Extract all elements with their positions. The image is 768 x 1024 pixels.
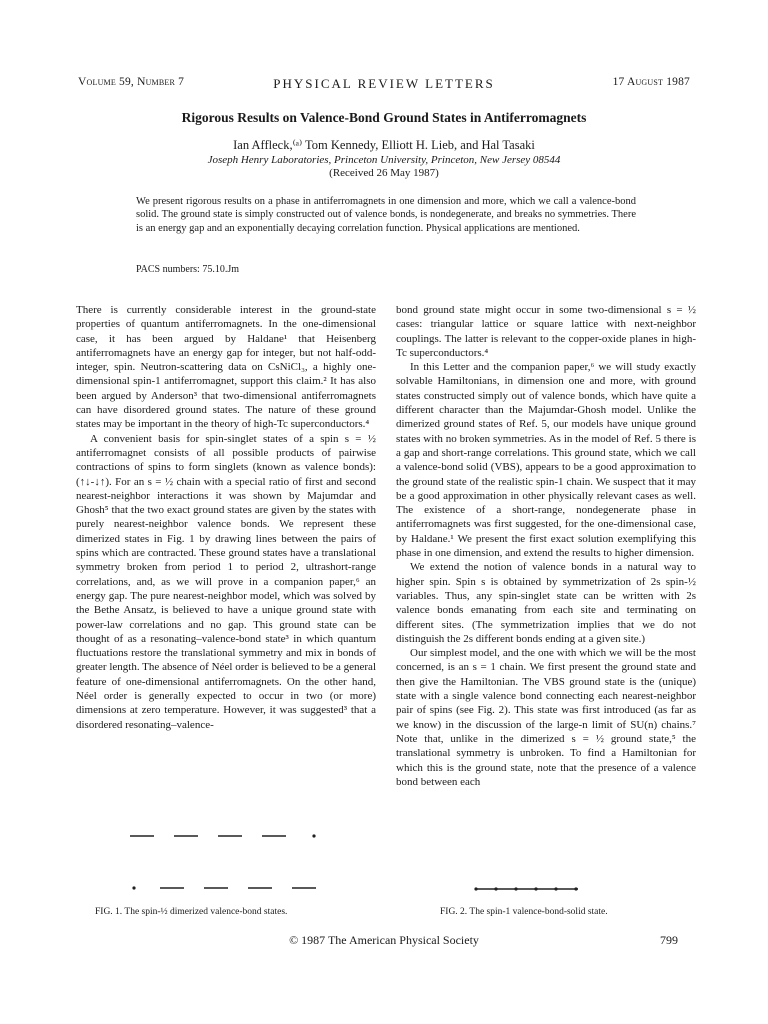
paragraph: There is currently considerable interest in the ground-state properties of quantum antiferromagnets. In the one-dimensional case, it has been argued by Haldane¹ that Heisenberg antiferromagnets have an energy gap for integer, but not half-odd-integer, spin. Neutron-scattering data on CsNiCl₃, a highly one-dimensional spin-1 antiferromagnet, support this claim.² It has also been argued by Anderson³ that two-dimensional antiferromagnets can have disordered ground states. The nature of these ground states may be important in the theory of high-Tc superconductors.⁴: [76, 304, 376, 431]
unpaired-site: [132, 886, 135, 889]
paragraph: In this Letter and the companion paper,⁶ we will study exactly solvable Hamiltonians, in dimension one and more, with ground states constructed simply out of valence bonds, which have quite a different character than the Majumdar-Ghosh model. Unlike the dimerized ground states of Ref. 5, our models have unique ground states with no broken symmetries. As in the model of Ref. 5 there is a gap and short-range correlations. This ground state, which we call a valence-bond solid (VBS), appears to be a good approximation to the ground state of the realistic spin-1 chain. We suspect that it may be a good approximation in other physically relevant cases as well. The existence of a short-range, nondegenerate phase in antiferromagnets was first suggested, for the one-dimensional case, by Haldane.¹ We present the first exact solution exemplifying this phase in one dimension, and extend the results to higher dimension.: [396, 361, 696, 560]
figure-2-vbs-chain: [472, 880, 582, 900]
author-list: Ian Affleck,⁽ᵃ⁾ Tom Kennedy, Elliott H. Lieb, and Hal Tasaki: [233, 138, 535, 152]
figure-2-caption: FIG. 2. The spin-1 valence-bond-solid state.: [440, 907, 608, 917]
unpaired-site: [312, 834, 315, 837]
site: [574, 887, 577, 890]
received-date: (Received 26 May 1987): [329, 167, 439, 179]
left-column: [76, 303, 376, 732]
site: [534, 887, 537, 890]
paragraph: We extend the notion of valence bonds in a natural way to higher spin. Spin s is obtained by symmetrization of 2s spin-½ variables. Thus, any spin-singlet state can be written with 2s valence bonds emanating from each site and terminating on different sites. (The symmetrization implies that we do not distinguish the 2s different bonds ending at a given site.): [396, 561, 696, 645]
figure-1-dimerized-states: [110, 822, 340, 902]
copyright-notice: © 1987 The American Physical Society: [289, 933, 479, 947]
journal-name: PHYSICAL REVIEW LETTERS: [273, 76, 495, 91]
pacs-numbers: PACS numbers: 75.10.Jm: [136, 264, 239, 275]
volume-number: Volume 59, Number 7: [78, 76, 185, 88]
article-title: Rigorous Results on Valence-Bond Ground States in Antiferromagnets: [181, 110, 587, 125]
paragraph: Our simplest model, and the one with which we will be the most concerned, is an s = 1 chain. We first present the ground state and then give the Hamiltonian. The VBS ground state is the (unique) state with a single valence bond connecting each nearest-neighbor pair of spins (see Fig. 2). This state was first introduced (as far as we know) in the discussion of the large-n limit of SU(n) chains.⁷ Note that, unlike in the dimerized s = ½ ground state,⁵ the translational symmetry is unbroken. To find a Hamiltonian for which this is the ground state, note that the presence of a valence bond between each: [396, 647, 696, 788]
right-column: [396, 303, 696, 789]
site: [554, 887, 557, 890]
issue-date: 17 August 1987: [612, 76, 690, 88]
figure-1-caption: FIG. 1. The spin-½ dimerized valence-bond states.: [95, 907, 288, 917]
page-number: 799: [660, 933, 678, 947]
site: [494, 887, 497, 890]
site: [514, 887, 517, 890]
dimer-row-bottom: [132, 886, 316, 889]
paragraph: A convenient basis for spin-singlet states of a spin s = ½ antiferromagnet consists of all possible products of pairwise contractions of spins to form singlets (known as valence bonds): (↑↓-↓↑). For an s = ½ chain with a special ratio of first and second nearest-neighbor interactions it was shown by Majumdar and Ghosh⁵ that the two exact ground states are given by the states with purely nearest-neighbor valence bonds. We represent these dimerized states in Fig. 1 by drawing lines between the pairs of spins which are contracted. These ground states have a translational symmetry broken from period 1 to period 2, ultrashort-range correlations, and, as we will prove in a companion paper,⁶ an energy gap. The pure nearest-neighbor model, which was solved by the Bethe Ansatz, is believed to have a unique ground state with power-law correlations and no gap. This ground state can be thought of as a resonating–valence-bond state³ in which quantum fluctuations restore the translational symmetry and mix in bonds of greater length. The absence of Néel order is believed to be a general feature of one-dimensional antiferromagnets. On the other hand, Néel order is generally expected to occur in two (or more) dimensions at zero temperature. However, it was suggested³ that a disordered resonating–valence-: [76, 432, 376, 731]
abstract: We present rigorous results on a phase in antiferromagnets in one dimension and more, which we call a valence-bond solid. The ground state is simply constructed out of valence bonds, is nondegenerate, and breaks no symmetries. There is an energy gap and an exponentially decaying correlation function. Physical applications are mentioned.: [136, 196, 636, 234]
site: [474, 887, 477, 890]
paragraph: bond ground state might occur in some two-dimensional s = ½ cases: triangular lattice or square lattice with next-neighbor couplings. The latter is relevant to the copper-oxide planes in high-Tc superconductors.⁴: [396, 304, 696, 359]
dimer-row-top: [130, 834, 316, 837]
affiliation: Joseph Henry Laboratories, Princeton University, Princeton, New Jersey 08544: [207, 154, 561, 166]
